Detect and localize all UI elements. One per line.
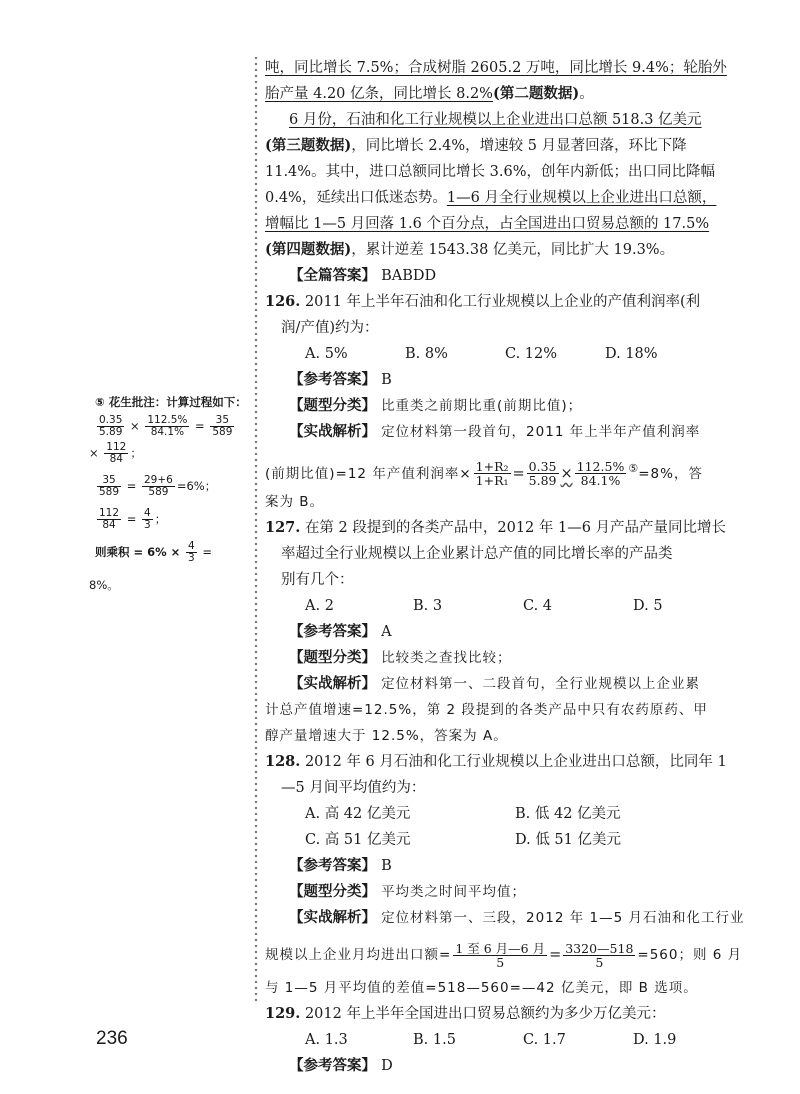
analysis: 【实战解析】 定位材料第一、二段首句，全行业规模以上企业累: [289, 675, 701, 692]
type: 【题型分类】 比重类之前期比重(前期比值)；: [289, 397, 583, 414]
question-stem: —5 月间平均值约为：: [281, 780, 426, 796]
answer: 【参考答案】 B: [289, 371, 392, 388]
note-line: $\frac{112}{84}$ = $\frac{4}{3}$ ；: [99, 507, 167, 531]
question-stem: 别有几个：: [281, 572, 354, 588]
analysis: 【实战解析】 定位材料第一、三段，2012 年 1—5 月石油和化工行业: [289, 909, 745, 926]
analysis-line: 与 1—5 月平均值的差值=518—560=—42 亿美元，即 B 选项。: [265, 980, 698, 996]
question-129: 129. 2012 年上半年全国进出口贸易总额约为多少万亿美元：: [265, 1005, 666, 1022]
note-line: 8%。: [89, 578, 119, 592]
answer: 【参考答案】 A: [289, 623, 392, 640]
note-line: $\frac{35}{589}$ = $\frac{29+6}{589}$ =6%；: [99, 474, 217, 498]
question-127: 127. 在第 2 段提到的各类产品中，2012 年 1—6 月产品产量同比增长: [265, 519, 727, 536]
analysis-formula: 规模以上企业月均进出口额= $\frac{\text{1 至 6 月—6 月}}{5}$ = $\frac{3320—518}{5}$ =560；则 6 月: [265, 940, 743, 970]
note-line: $\frac{0.35}{5.89}$ × $\frac{112.5\%}{84.1\%}$ = $\frac{35}{589}$: [99, 414, 233, 438]
answer: 【参考答案】 D: [289, 1057, 393, 1074]
analysis: 【实战解析】 定位材料第一段首句，2011 年上半年产值利润率: [289, 423, 701, 440]
note-line: 则乘积 = 6% × $\frac{4}{3}$ =: [95, 540, 212, 564]
margin-annotation: [89, 393, 255, 594]
analysis-line: 案为 B。: [265, 494, 325, 510]
analysis-line: 醇产量增速大于 12.5%，答案为 A。: [265, 728, 508, 744]
note-heading: ⑤ 花生批注：计算过程如下：: [95, 395, 247, 409]
para-line: 0.4%，延续出口低迷态势。1—6 月全行业规模以上企业进出口总额，: [265, 190, 717, 206]
para-line: 吨，同比增长 7.5%；合成树脂 2605.2 万吨，同比增长 9.4%；轮胎外: [265, 60, 727, 76]
question-stem: 率超过全行业规模以上企业累计总产值的同比增长率的产品类: [281, 546, 673, 562]
page-number: 236: [96, 1028, 128, 1049]
question-126: 126. 2011 年上半年石油和化工行业规模以上企业的产值利润率(利: [265, 293, 701, 310]
answer: 【参考答案】 B: [289, 857, 392, 874]
options: A. 1.3 B. 1.5 C. 1.7 D. 1.9: [305, 1032, 677, 1048]
options: A. 高 42 亿美元 B. 低 42 亿美元: [305, 806, 621, 822]
full-answer: 【全篇答案】 BABDD: [289, 267, 437, 284]
analysis-formula: (前期比值)=12 年产值利润率× $\frac{\text{1+R₂}}{\text{1+R₁}}$ = $\frac{0.35}{5.89}$ × $\frac{112.5\%}{84.1\%}$ ⑤=8%，答: [265, 459, 703, 489]
question-128: 128. 2012 年 6 月石油和化工行业规模以上企业进出口总额，比同年 1: [265, 753, 727, 770]
analysis-line: 计总产值增速=12.5%，第 2 段提到的各类产品中只有农药原药、甲: [265, 702, 708, 718]
para-line: 6 月份，石油和化工行业规模以上企业进出口总额 518.3 亿美元: [289, 112, 702, 128]
para-line: (第三题数据)，同比增长 2.4%，增速较 5 月显著回落，环比下降: [265, 137, 687, 154]
main-column: [265, 55, 745, 1079]
question-stem: 润/产值)约为：: [281, 320, 379, 336]
options: A. 5% B. 8% C. 12% D. 18%: [305, 346, 658, 362]
type: 【题型分类】 平均类之时间平均值；: [289, 883, 527, 900]
para-line: 11.4%。其中，进口总额同比增长 3.6%，创年内新低；出口同比降幅: [265, 164, 716, 180]
note-line: × $\frac{112}{84}$ ；: [89, 441, 142, 465]
options: A. 2 B. 3 C. 4 D. 5: [305, 598, 663, 614]
type: 【题型分类】 比较类之查找比较；: [289, 649, 512, 666]
options: C. 高 51 亿美元 D. 低 51 亿美元: [305, 832, 621, 848]
para-line: 增幅比 1—5 月回落 1.6 个百分点，占全国进出口贸易总额的 17.5%: [265, 216, 710, 232]
para-line: (第四题数据)，累计逆差 1543.38 亿美元，同比扩大 19.3%。: [265, 241, 675, 258]
para-line: 胎产量 4.20 亿条，同比增长 8.2%(第二题数据)。: [265, 85, 594, 102]
